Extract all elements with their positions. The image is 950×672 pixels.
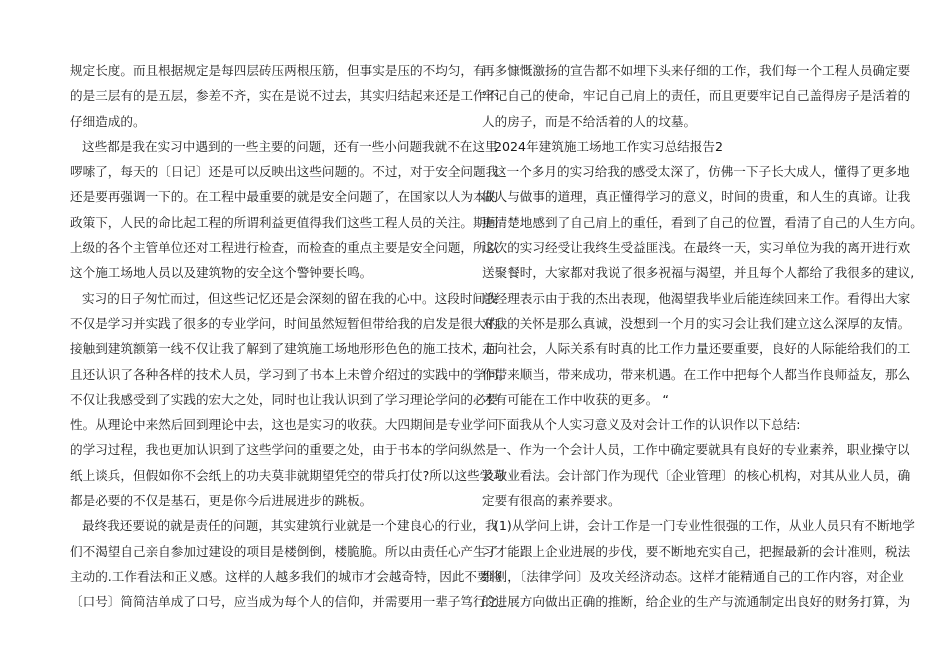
text-line: 习才能跟上企业进展的步伐，要不断地充实自己，把握最新的会计准则，税法 xyxy=(482,543,911,559)
text-line: 送聚餐时，大家都对我说了很多祝福与渴望，并且每个人都给了我很多的建议, xyxy=(482,265,915,281)
text-line: 主动的.工作看法和正义感。这样的人越多我们的城市才会越奇特，因此不要将 xyxy=(70,568,503,584)
right-column xyxy=(482,58,923,615)
text-line: 作带来顺当，带来成功，带来机遇。在工作中把每个人都当作良师益友，那么 xyxy=(482,366,911,382)
text-line: 接触到建筑额第一线不仅让我了解到了建筑施工场地形形色色的施工技术，而 xyxy=(70,341,499,357)
text-line: 对我的关怀是那么真诚，没想到一个月的实习会让我们建立这么深厚的友情。 xyxy=(482,315,911,331)
text-line: 不仅是学习并实践了很多的专业学问，时间虽然短暂但带给我的启发是很大的。 xyxy=(70,315,511,331)
text-line: 且还认识了各种各样的技术人员，学习到了书本上未曾介绍过的实践中的学问。 xyxy=(70,366,511,382)
text-line: 规定长度。而且根据规定是每四层砖压两根压筋，但事实是压的不均匀，有 xyxy=(70,63,486,78)
text-line: 实习的日子匆忙而过，但这些记忆还是会深刻的留在我的心中。这段时间我 xyxy=(82,290,498,306)
text-line: 仔细造成的。 xyxy=(70,113,146,129)
text-line: 最终我还要说的就是责任的问题，其实建筑行业就是一个建良心的行业，我 xyxy=(82,518,498,534)
text-line: 们不渴望自己亲自参加过建设的项目是楼倒倒，楼脆脆。所以由责任心产生了 xyxy=(70,543,499,559)
text-line: 一、作为一个会计人员，工作中确定要就具有良好的专业素养，职业操守以 xyxy=(494,442,910,458)
text-line: 性。从理论中来然后回到理论中去，这也是实习的收获。大四期间是专业学问 xyxy=(70,417,499,433)
text-line: 政策下，人民的命比起工程的所谓利益更值得我们这些工程人员的关注。期间 xyxy=(70,214,499,230)
text-line: 更清楚地感到了自己肩上的重任，看到了自己的位置，看清了自己的人生方向。 xyxy=(482,214,923,230)
text-line: 这些都是我在实习中遇到的一些主要的问题，还有一些小问题我就不在这里 xyxy=(82,138,498,154)
text-line: 牢记自己的使命，牢记自己肩上的责任，而且更要牢记自己盖得房子是活着的 xyxy=(482,88,911,104)
text-line: 细则，〔法律学问〕及攻关经济动态。这样才能精通自己的工作内容，对企业 xyxy=(482,568,904,584)
text-line: 做人与做事的道理，真正懂得学习的意义，时间的贵重，和人生的真谛。让我 xyxy=(482,189,911,205)
text-line: 这次的实习经受让我终生受益匪浅。在最终一天，实习单位为我的离开进行欢 xyxy=(482,240,911,256)
text-line: (1)从学问上讲，会计工作是一门专业性很强的工作，从业人员只有不断地学 xyxy=(494,518,915,534)
text-line: 纸上谈兵，但假如你不会纸上的功夫莫非就期望凭空的带兵打仗?所以这些学习 xyxy=(70,467,505,483)
text-line: 人的房子，而是不给活着的人的坟墓。 xyxy=(482,113,697,129)
text-line: 走向社会，人际关系有时真的比工作力量还要重要，良好的人际能给我们的工 xyxy=(482,341,911,357)
text-line: 的是三层有的是五层，参差不齐，实在是说不过去，其实归结起来还是工作不 xyxy=(70,88,499,104)
text-line: 的学习过程，我也更加认识到了这些学问的重要之处，由于书本的学问纵然是 xyxy=(70,442,499,458)
left-column xyxy=(70,58,511,615)
text-line: 〔口号〕简简洁单成了口号，应当成为每个人的信仰，并需要用一辈子笃行之。 xyxy=(70,594,511,610)
text-line: 这个施工场地人员以及建筑物的安全这个警钟要长鸣。 xyxy=(70,265,373,281)
text-line: 的进展方向做出正确的推断，给企业的生产与流通制定出良好的财务打算，为 xyxy=(482,594,911,610)
text-line: 及敬业看法。会计部门作为现代〔企业管理〕的核心机构，对其从业人员，确 xyxy=(482,467,911,483)
text-line: 2024年建筑施工场地工作实习总结报告2 xyxy=(494,138,723,154)
text-line: 下面我从个人实习意义及对会计工作的认识作以下总结: xyxy=(494,417,801,433)
text-line: 再多慷慨激扬的宣告都不如埋下头来仔细的工作，我们每一个工程人员确定要 xyxy=(482,63,911,78)
text-line: 这一个多月的实习给我的感受太深了，仿佛一下子长大成人，懂得了更多地 xyxy=(494,164,910,180)
text-line: 上级的各个主管单位还对工程进行检查，而检查的重点主要是安全问题，所以 xyxy=(70,240,499,256)
text-line: 定要有很高的素养要求。 xyxy=(482,493,621,509)
text-line: 才有可能在工作中收获的更多。 “ xyxy=(482,391,669,407)
text-line: 不仅让我感受到了实践的宏大之处，同时也让我认识到了学习理论学问的必要 xyxy=(70,391,499,407)
text-line: 都是必要的不仅是基石，更是你今后进展进步的跳板。 xyxy=(70,493,373,509)
text-line: 总经理表示由于我的杰出表现，他渴望我毕业后能连续回来工作。看得出大家 xyxy=(482,290,911,306)
text-line: 还是要再强调一下的。在工程中最重要的就是安全问题了，在国家以人为本的 xyxy=(70,189,499,205)
text-line: 啰嗦了，每天的〔日记〕还是可以反映出这些问题的。不过，对于安全问题我 xyxy=(70,164,499,180)
